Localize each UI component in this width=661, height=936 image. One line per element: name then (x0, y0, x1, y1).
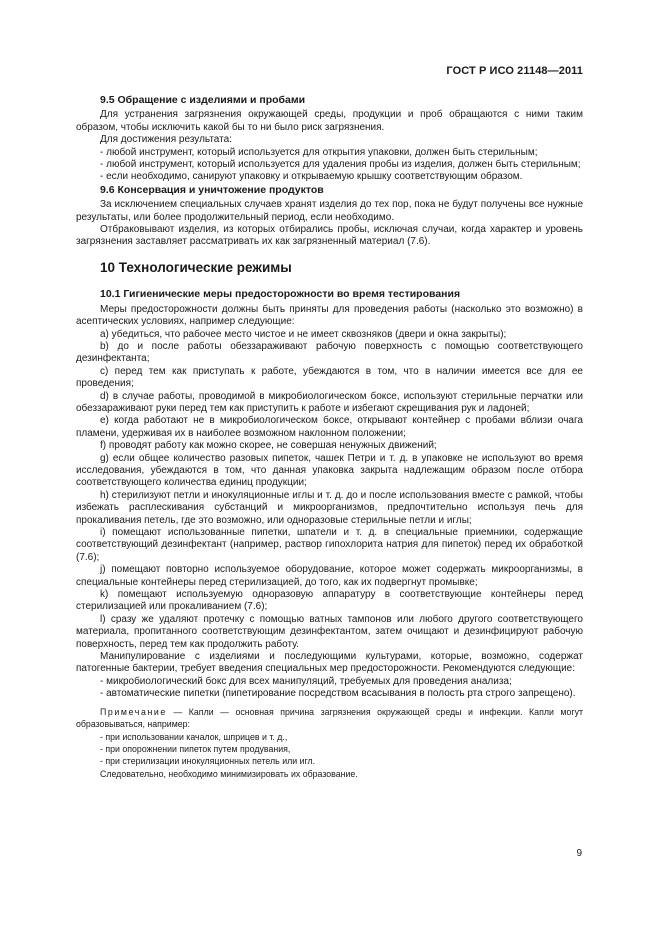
list-item: - микробиологический бокс для всех манипуляций, требуемых для проведения анализа; (100, 675, 512, 687)
list-item: d) в случае работы, проводимой в микробиологическом боксе, используют стерильные перчатки или обеззараживают руки перед тем как приступить к работе и избегают скрещивания рук и ладоней; (76, 390, 583, 414)
section-9-5-paragraph-2: Для достижения результата: (100, 134, 232, 146)
note-list-item: - при опорожнении пипеток путем продувания, (100, 743, 291, 754)
standard-code-header: ГОСТ Р ИСО 21148—2011 (446, 65, 583, 77)
list-item: - если необходимо, санируют упаковку и открываемую крышку соответствующим образом. (100, 171, 523, 183)
note-conclusion: Следовательно, необходимо минимизировать их образование. (100, 768, 358, 779)
page-number: 9 (576, 848, 582, 859)
list-item: - любой инструмент, который используется для удаления пробы из изделия, должен быть стерильным; (100, 159, 581, 171)
list-item: i) помещают использованные пипетки, шпатели и т. д. в специальные приемники, содержащие соответствующий дезинфектант (например, раствор гипохлорита натрия для пипеток) перед их обработкой (7.6); (76, 527, 583, 563)
note-list-item: - при стерилизации инокуляционных петель или игл. (100, 756, 316, 767)
section-9-6-paragraph-1: За исключением специальных случаев хранят изделия до тех пор, пока не будут получены все нужные результаты, или более продолжительный период, если необходимо. (76, 199, 583, 223)
section-9-5-paragraph-1: Для устранения загрязнения окружающей среды, продукции и проб обращаются с ними таким образом, чтобы исключить какой бы то ни было риск загрязнения. (76, 109, 583, 133)
note-label: Примечание (100, 706, 167, 717)
section-9-5-heading: 9.5 Обращение с изделиями и пробами (100, 94, 306, 106)
list-item: l) сразу же удаляют протечку с помощью ватных тампонов или любого другого соответствующего материала, пропитанного соответствующим дезинфектантом, затем очищают и дезинфицируют рабочую поверхность, перед тем как продолжить работу. (76, 613, 583, 650)
list-item: h) стерилизуют петли и инокуляционные иглы и т. д. до и после использования вместе с рамкой, чтобы избежать расплескивания субстанций и микроорганизмов, предпочтительно используя печь для прокаливания петель, где это возможно, или одноразовые стерильные петли и иглы; (76, 489, 583, 526)
list-item: - автоматические пипетки (пипетирование посредством всасывания в полость рта строго запрещено). (100, 688, 576, 700)
list-item: g) если общее количество разовых пипеток, чашек Петри и т. д. в упаковке не используют во время исследования, убеждаются в том, что данная упаковка закрыта надлежащим образом после отбора соответствующего количества единиц продукции; (76, 452, 583, 489)
list-item: b) до и после работы обеззараживают рабочую поверхность с помощью соответствующего дезинфектанта; (76, 340, 583, 365)
section-9-6-paragraph-2: Отбраковывают изделия, из которых отбирались пробы, исключая случаи, когда характер и уровень загрязнения заставляет рассматривать их как загрязненный материал (7.6). (76, 224, 583, 248)
section-10-1-intro: Меры предосторожности должны быть приняты для проведения работы (насколько это возможно) в асептических условиях, например следующие: (76, 303, 583, 328)
note-paragraph (76, 706, 583, 731)
section-9-6-heading: 9.6 Консервация и уничтожение продуктов (100, 183, 324, 196)
note-text: — Капли — основная причина загрязнения окружающей среды и инфекции. Капли могут образовываться, например: (76, 706, 583, 730)
list-item: k) помещают используемую одноразовую аппаратуру в соответствующие контейнеры перед стерилизацией или прокаливанием (7.6); (76, 589, 583, 613)
list-item: c) перед тем как приступать к работе, убеждаются в том, что в наличии имеется все для ее проведения; (76, 365, 583, 390)
note-list-item: - при использовании качалок, шприцев и т. д., (100, 731, 288, 742)
list-item: f) проводят работу как можно скорее, не совершая ненужных движений; (100, 440, 437, 452)
section-10-heading: 10 Технологические режимы (100, 259, 292, 275)
manipulation-paragraph: Манипулирование с изделиями и последующими культурами, которые, возможно, содержат патогенные бактерии, требует введения специальных мер предосторожности. Рекомендуются следующие: (76, 651, 583, 675)
document-body (76, 94, 583, 780)
list-item: j) помещают повторно используемое оборудование, которое может содержать микроорганизмы, в специальные контейнеры перед стерилизацией, до того, как их подвергнут промывке; (76, 564, 583, 588)
list-item: e) когда работают не в микробиологическом боксе, открывают контейнер с пробами вблизи очага пламени, удерживая их в наиболее возможном наклонном положении; (76, 415, 583, 439)
section-10-1-heading: 10.1 Гигиенические меры предосторожности во время тестирования (100, 288, 461, 301)
list-item: a) убедиться, что рабочее место чистое и не имеет сквозняков (двери и окна закрыты); (100, 328, 507, 340)
list-item: - любой инструмент, который используется для открытия упаковки, должен быть стерильным; (100, 146, 538, 158)
